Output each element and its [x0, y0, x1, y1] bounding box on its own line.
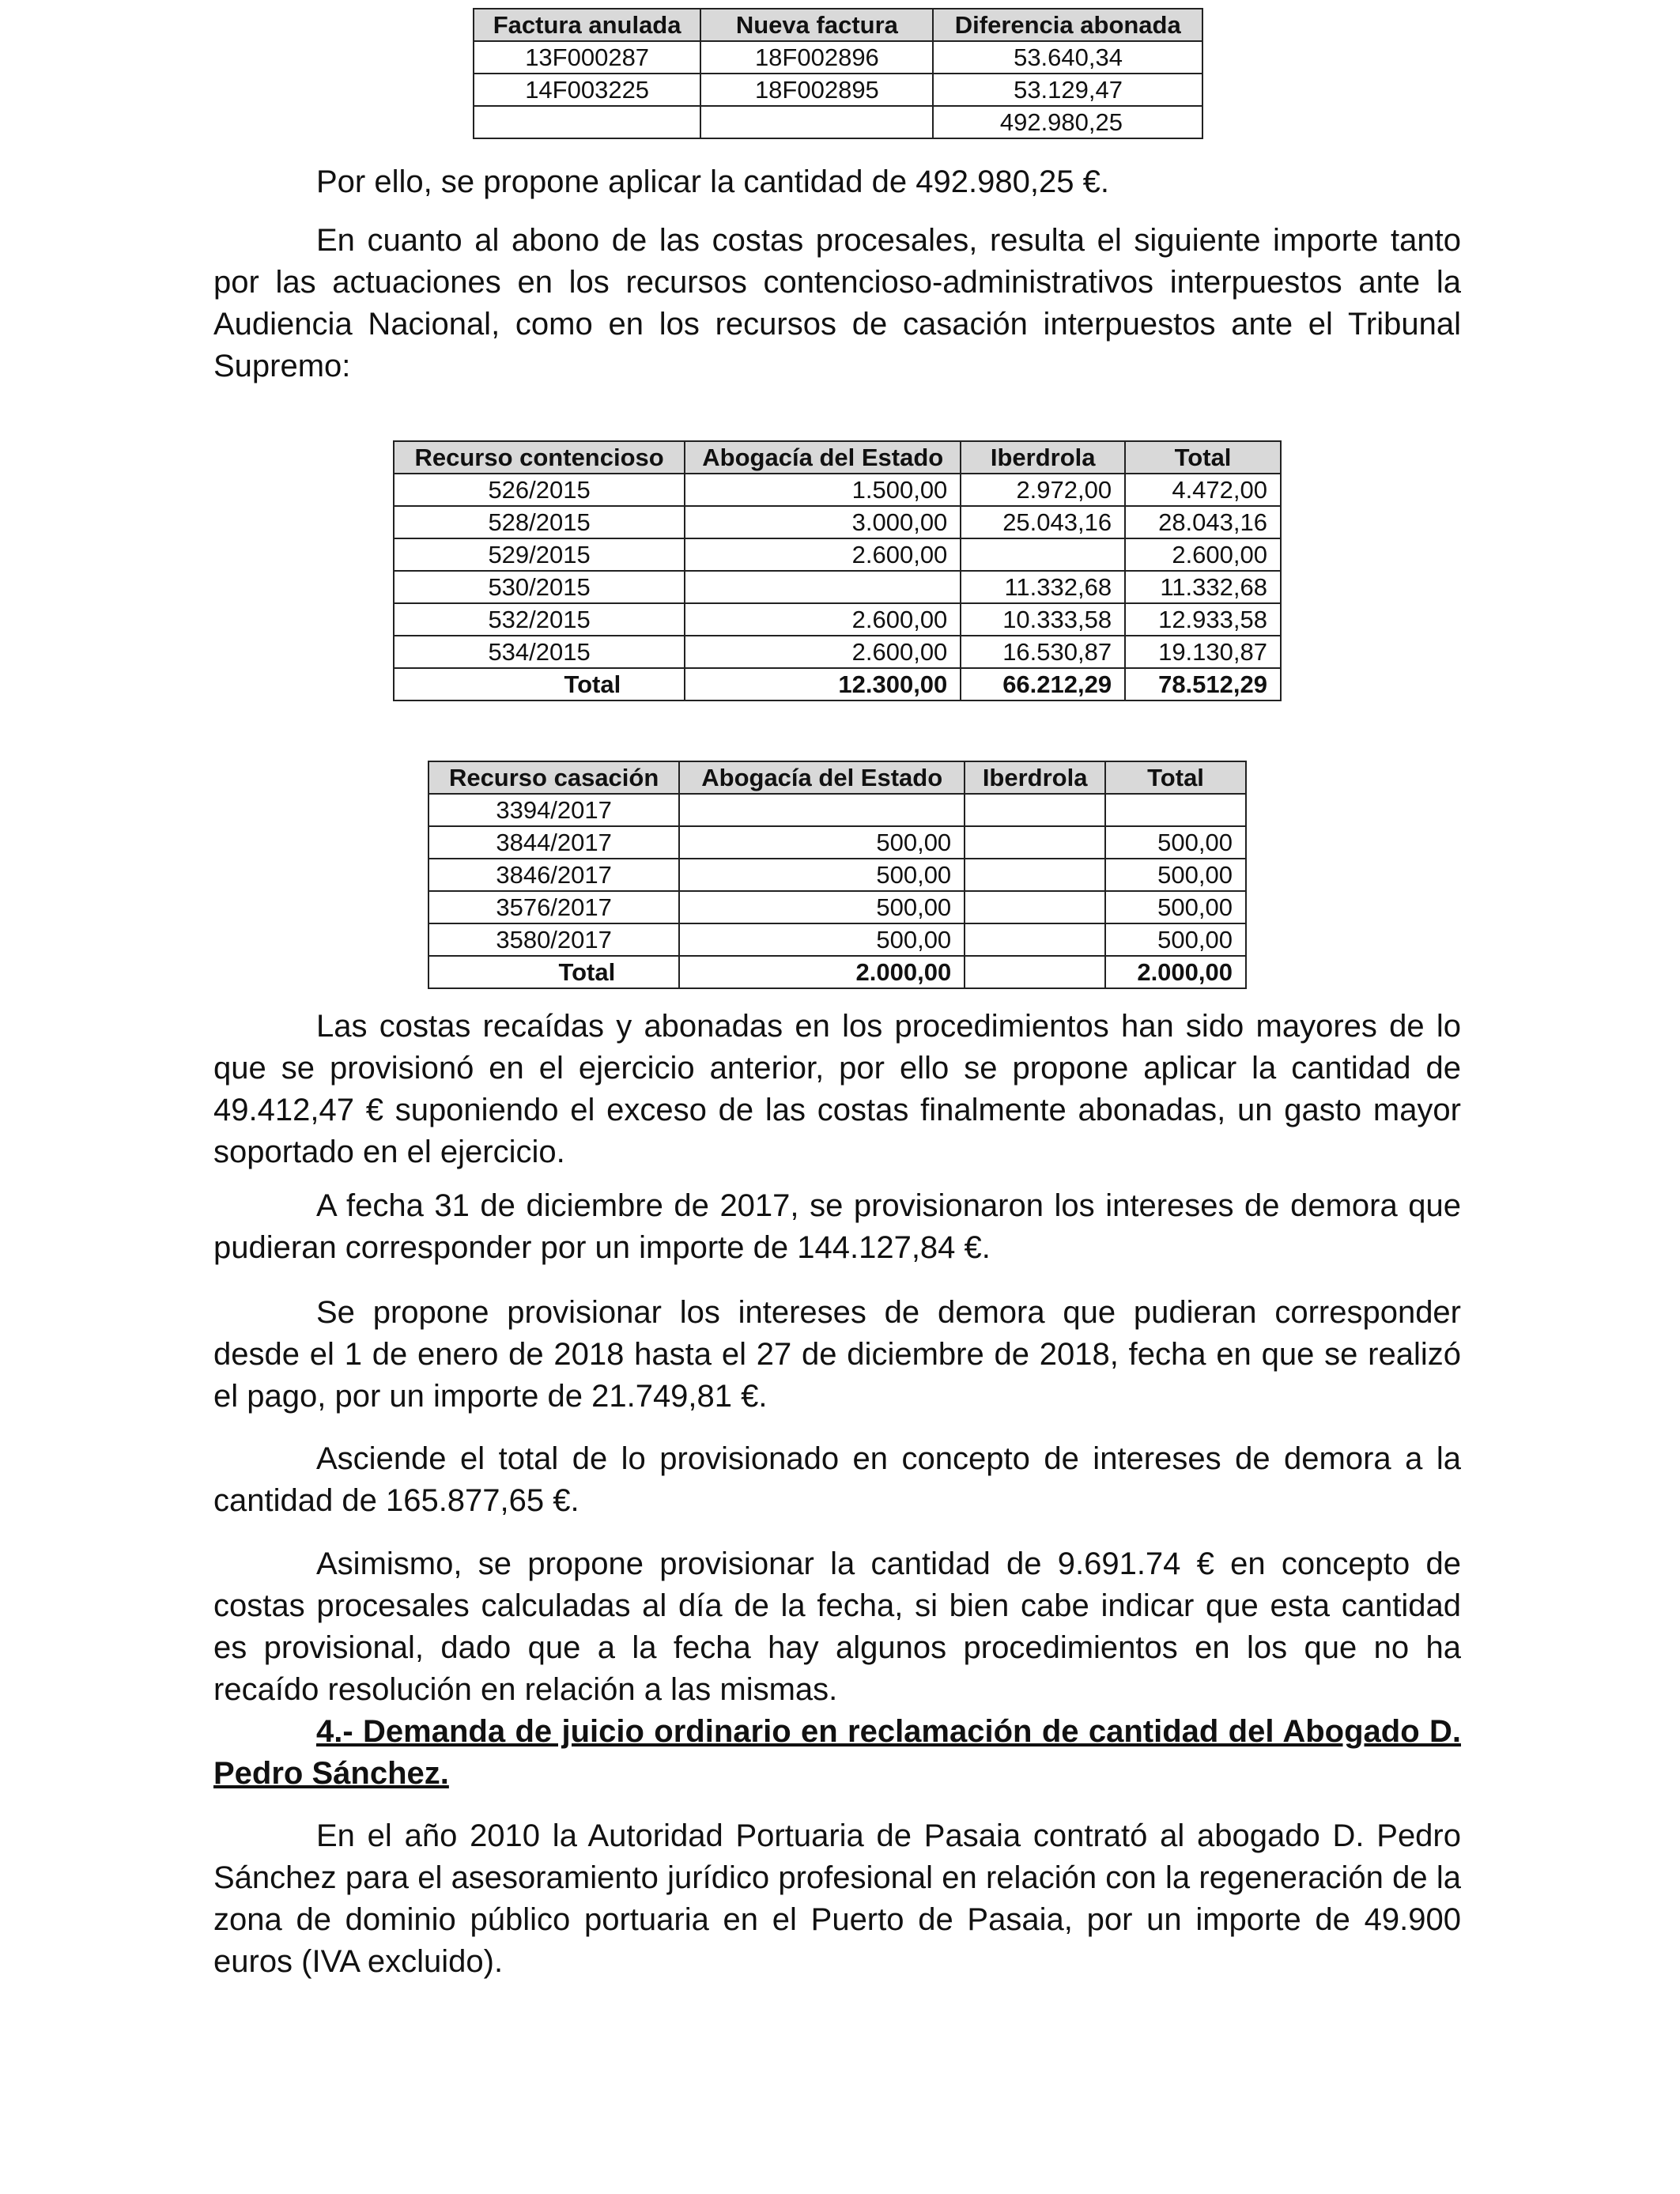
- table-cell: 3844/2017: [428, 826, 679, 859]
- column-header: Iberdrola: [961, 441, 1125, 474]
- table-row: [394, 636, 1281, 668]
- column-header: Total: [1125, 441, 1281, 474]
- table-row: [394, 474, 1281, 506]
- table-cell: 53.640,34: [933, 41, 1202, 74]
- table-cell: 19.130,87: [1125, 636, 1281, 668]
- paragraph: Asciende el total de lo provisionado en concepto de intereses de demora a la cantidad de 165.877,65 €.: [213, 1441, 1461, 1518]
- table-cell: 500,00: [1105, 891, 1246, 923]
- table-cell: 28.043,16: [1125, 506, 1281, 538]
- table-cell: 11.332,68: [1125, 571, 1281, 603]
- table-cell: 1.500,00: [685, 474, 961, 506]
- table-cell: 3580/2017: [428, 923, 679, 956]
- table-cell: 18F002895: [700, 74, 933, 106]
- total-cell: 12.300,00: [685, 668, 961, 700]
- table-row: [428, 859, 1246, 891]
- table-row: [394, 538, 1281, 571]
- paragraph: En el año 2010 la Autoridad Portuaria de Pasaia contrató al abogado D. Pedro Sánchez para el asesoramiento jurídico profesional en relación con la regeneración de la zona de dominio público portuaria en el Puerto de Pasaia, por un importe de 49.900 euros (IVA excluido).: [213, 1818, 1461, 1979]
- column-header: Iberdrola: [965, 761, 1105, 794]
- table-cell: 500,00: [679, 859, 965, 891]
- invoice-table: [473, 8, 1203, 139]
- table-row: [394, 571, 1281, 603]
- table-cell: [1105, 794, 1246, 826]
- table-header-row: [394, 441, 1281, 474]
- table-cell: 500,00: [679, 923, 965, 956]
- table-cell: 10.333,58: [961, 603, 1125, 636]
- table-cell: 529/2015: [394, 538, 685, 571]
- total-label: Total: [428, 956, 679, 988]
- table-cell: 528/2015: [394, 506, 685, 538]
- table-row: [428, 923, 1246, 956]
- table-header-row: [474, 9, 1202, 41]
- contentious-appeals-table: [393, 440, 1282, 701]
- column-header: Factura anulada: [474, 9, 700, 41]
- table-cell: 2.600,00: [685, 636, 961, 668]
- table-row: [394, 506, 1281, 538]
- total-cell: 66.212,29: [961, 668, 1125, 700]
- paragraph: Por ello, se propone aplicar la cantidad de 492.980,25 €.: [316, 164, 1109, 199]
- table-cell: 16.530,87: [961, 636, 1125, 668]
- table-cell: [474, 106, 700, 138]
- paragraph: Se propone provisionar los intereses de demora que pudieran corresponder desde el 1 de enero de 2018 hasta el 27 de diciembre de 2018, fecha en que se realizó el pago, por un importe de 21.749,81 €.: [213, 1295, 1461, 1414]
- table-cell: 532/2015: [394, 603, 685, 636]
- table-row: [474, 106, 1202, 138]
- table-cell: 500,00: [679, 891, 965, 923]
- total-cell: [965, 956, 1105, 988]
- column-header: Total: [1105, 761, 1246, 794]
- table-cell: 4.472,00: [1125, 474, 1281, 506]
- table-cell: 530/2015: [394, 571, 685, 603]
- table-cell: 2.600,00: [685, 538, 961, 571]
- total-cell: 2.000,00: [1105, 956, 1246, 988]
- table-cell: [965, 826, 1105, 859]
- table-row: [428, 826, 1246, 859]
- table-cell: [965, 923, 1105, 956]
- table-cell: [685, 571, 961, 603]
- table-cell: 18F002896: [700, 41, 933, 74]
- total-label: Total: [394, 668, 685, 700]
- table-cell: [679, 794, 965, 826]
- table-row: [428, 794, 1246, 826]
- column-header: Recurso contencioso: [394, 441, 685, 474]
- paragraph: A fecha 31 de diciembre de 2017, se provisionaron los intereses de demora que pudieran corresponder por un importe de 144.127,84 €.: [213, 1188, 1461, 1265]
- table-cell: [700, 106, 933, 138]
- table-cell: 2.972,00: [961, 474, 1125, 506]
- table-cell: 500,00: [1105, 826, 1246, 859]
- table-cell: [965, 859, 1105, 891]
- column-header: Diferencia abonada: [933, 9, 1202, 41]
- paragraph: En cuanto al abono de las costas procesales, resulta el siguiente importe tanto por las actuaciones en los recursos contencioso-administrativos interpuestos ante la Audiencia Nacional, como en los recursos de casación interpuestos ante el Tribunal Supremo:: [213, 223, 1461, 383]
- table-cell: 14F003225: [474, 74, 700, 106]
- table-cell: [965, 794, 1105, 826]
- table-cell: 11.332,68: [961, 571, 1125, 603]
- table-row: [394, 603, 1281, 636]
- table-header-row: [428, 761, 1246, 794]
- table-total-row: [394, 668, 1281, 700]
- table-cell: 500,00: [679, 826, 965, 859]
- table-cell: 492.980,25: [933, 106, 1202, 138]
- cassation-appeals-table: [428, 761, 1247, 989]
- paragraph: Asimismo, se propone provisionar la cantidad de 9.691.74 € en concepto de costas procesales calculadas al día de la fecha, si bien cabe indicar que esta cantidad es provisional, dado que a la fecha hay algunos procedimientos en los que no ha recaído resolución en relación a las mismas.: [213, 1546, 1461, 1707]
- table-cell: [965, 891, 1105, 923]
- total-cell: 78.512,29: [1125, 668, 1281, 700]
- table-cell: 3846/2017: [428, 859, 679, 891]
- table-cell: 2.600,00: [1125, 538, 1281, 571]
- section-heading: 4.- Demanda de juicio ordinario en reclamación de cantidad del Abogado D. Pedro Sánchez.: [213, 1714, 1461, 1791]
- column-header: Recurso casación: [428, 761, 679, 794]
- table-cell: 500,00: [1105, 923, 1246, 956]
- paragraph: Las costas recaídas y abonadas en los procedimientos han sido mayores de lo que se provisionó en el ejercicio anterior, por ello se propone aplicar la cantidad de 49.412,47 € suponiendo el exceso de las costas finalmente abonadas, un gasto mayor soportado en el ejercicio.: [213, 1009, 1461, 1169]
- table-cell: 3576/2017: [428, 891, 679, 923]
- table-row: [474, 74, 1202, 106]
- table-cell: 3.000,00: [685, 506, 961, 538]
- table-row: [474, 41, 1202, 74]
- table-cell: 534/2015: [394, 636, 685, 668]
- table-cell: 500,00: [1105, 859, 1246, 891]
- table-cell: 25.043,16: [961, 506, 1125, 538]
- table-cell: 2.600,00: [685, 603, 961, 636]
- table-cell: 526/2015: [394, 474, 685, 506]
- table-cell: 12.933,58: [1125, 603, 1281, 636]
- table-cell: 3394/2017: [428, 794, 679, 826]
- table-cell: 13F000287: [474, 41, 700, 74]
- column-header: Abogacía del Estado: [685, 441, 961, 474]
- column-header: Nueva factura: [700, 9, 933, 41]
- total-cell: 2.000,00: [679, 956, 965, 988]
- table-row: [428, 891, 1246, 923]
- table-cell: [961, 538, 1125, 571]
- column-header: Abogacía del Estado: [679, 761, 965, 794]
- table-cell: 53.129,47: [933, 74, 1202, 106]
- table-total-row: [428, 956, 1246, 988]
